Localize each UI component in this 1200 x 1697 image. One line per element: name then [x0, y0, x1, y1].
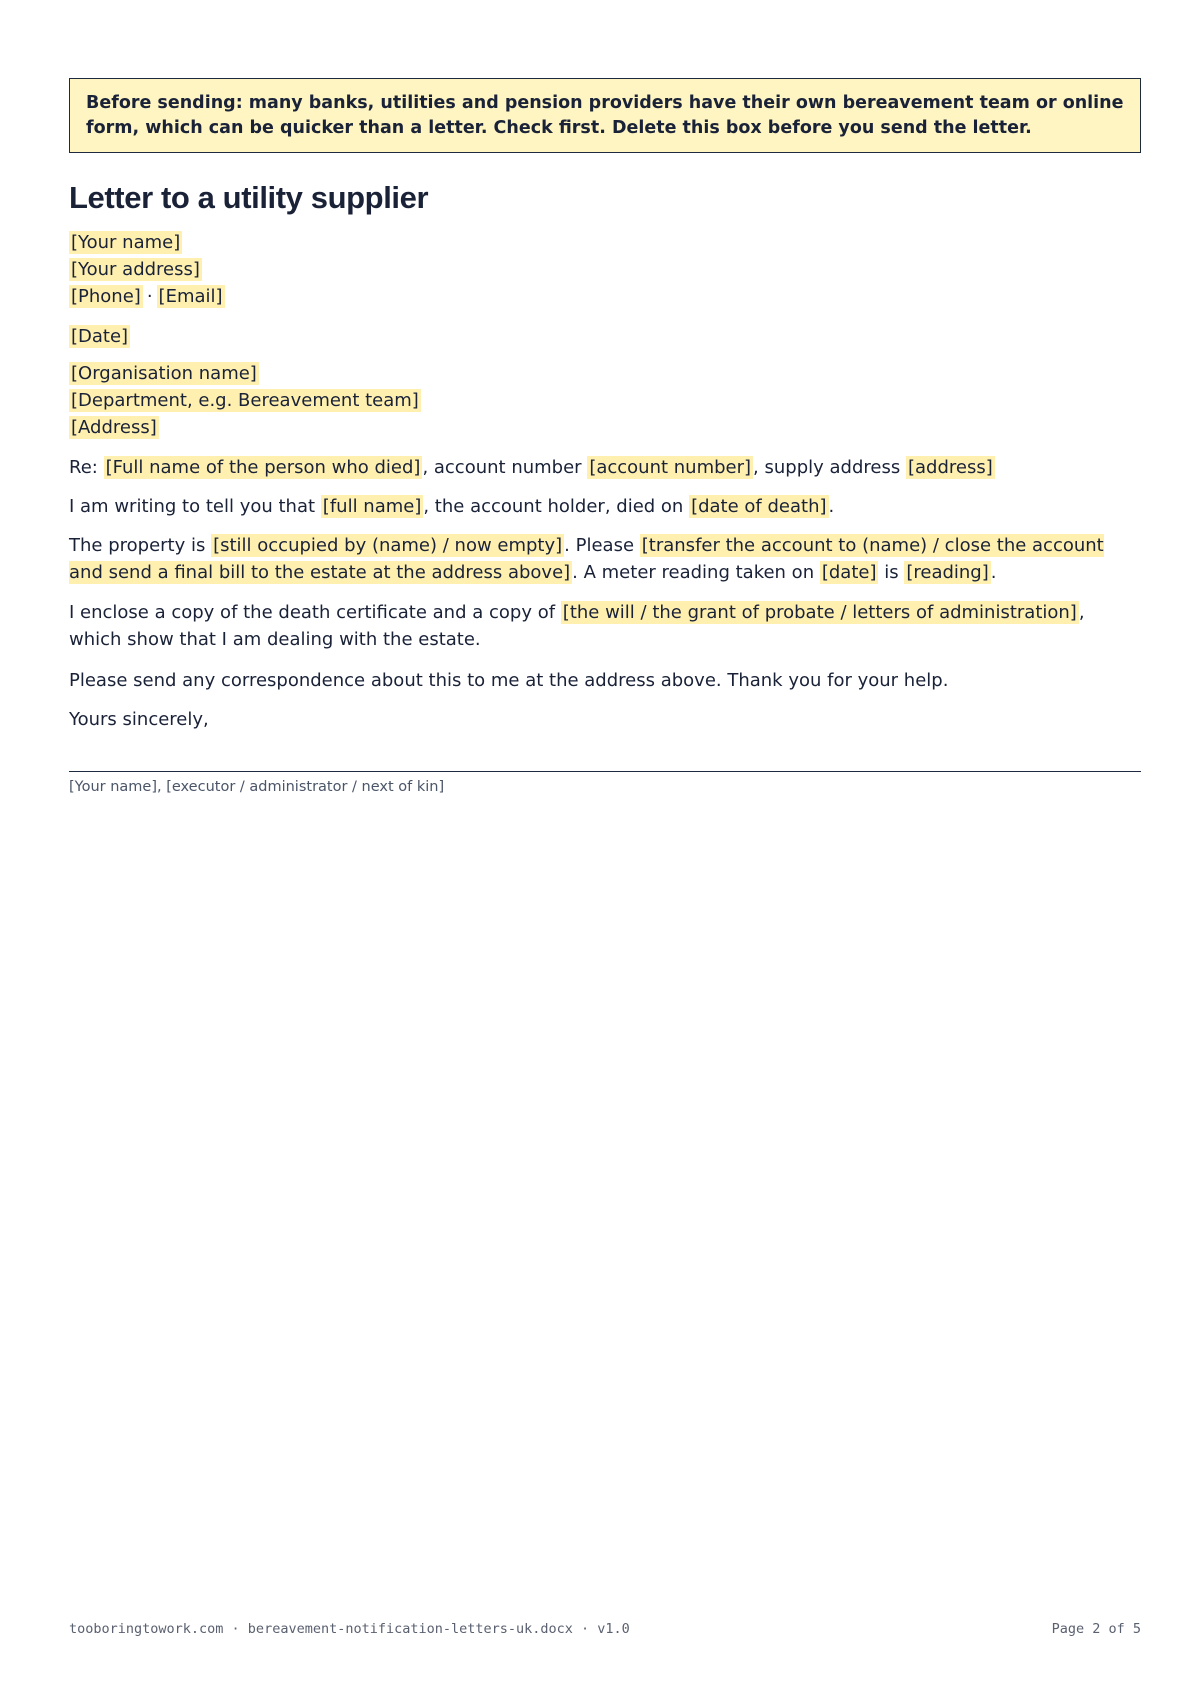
para2-date: [date] — [821, 562, 877, 583]
para2-text-3: . A meter reading taken on — [572, 562, 815, 583]
re-mid1: , account number — [422, 457, 582, 478]
para2-instruction: [transfer the account to (name) / close the account and send a final bill to the estate at the address above] — [69, 535, 1104, 583]
re-address: [address] — [907, 457, 993, 478]
signature-line — [69, 771, 1141, 772]
para1-text-2: , the account holder, died on — [423, 496, 684, 517]
para3-documents: [the will / the grant of probate / letters of administration] — [562, 602, 1077, 623]
re-line — [69, 454, 1141, 481]
closing: Yours sincerely, — [69, 709, 209, 730]
para2-text-2: . Please — [564, 535, 635, 556]
recipient-address: [Address] — [71, 417, 157, 438]
paragraph-1 — [69, 493, 1141, 520]
separator: · — [146, 286, 153, 307]
para2-text-4: is — [884, 562, 899, 583]
para2-occupancy: [still occupied by (name) / now empty] — [213, 535, 563, 556]
recipient-organisation: [Organisation name] — [71, 363, 257, 384]
para1-text-1: I am writing to tell you that — [69, 496, 316, 517]
paragraph-3 — [69, 599, 1141, 653]
footer-page-number: Page 2 of 5 — [1051, 1621, 1141, 1637]
letter-date: [Date] — [71, 326, 129, 347]
sender-email: [Email] — [158, 286, 223, 307]
para1-date-of-death: [date of death] — [691, 496, 827, 517]
notice-box — [69, 78, 1141, 153]
para2-text-1: The property is — [69, 535, 206, 556]
re-prefix: Re: — [69, 457, 98, 478]
para3-text-1: I enclose a copy of the death certificate and a copy of — [69, 602, 556, 623]
notice-text: Before sending: many banks, utilities and pension providers have their own bereavement team or online form, which can be quicker than a letter. Check first. Delete this box before you send the letter. — [86, 93, 1124, 138]
para2-text-5: . — [990, 562, 997, 583]
signature-caption: [Your name], [executor / administrator / next of kin] — [69, 779, 445, 795]
date-block — [69, 323, 1141, 350]
recipient-department: [Department, e.g. Bereavement team] — [71, 390, 419, 411]
footer-left: tooboringtowork.com · bereavement-notification-letters-uk.docx · v1.0 — [69, 1621, 630, 1637]
sender-block — [69, 229, 1141, 310]
paragraph-2 — [69, 532, 1141, 586]
re-person: [Full name of the person who died] — [105, 457, 421, 478]
para3-text-2: , which show that I am dealing with the estate. — [69, 602, 1085, 650]
para1-text-3: . — [828, 496, 835, 517]
sender-phone: [Phone] — [71, 286, 141, 307]
re-mid2: , supply address — [753, 457, 901, 478]
paragraph-4: Please send any correspondence about this to me at the address above. Thank you for your help. — [69, 670, 949, 691]
para2-reading: [reading] — [906, 562, 989, 583]
sender-address: [Your address] — [71, 259, 200, 280]
para1-full-name: [full name] — [322, 496, 422, 517]
sender-name: [Your name] — [71, 232, 181, 253]
recipient-block — [69, 360, 1141, 441]
re-account: [account number] — [589, 457, 752, 478]
page-title: Letter to a utility supplier — [69, 180, 429, 215]
